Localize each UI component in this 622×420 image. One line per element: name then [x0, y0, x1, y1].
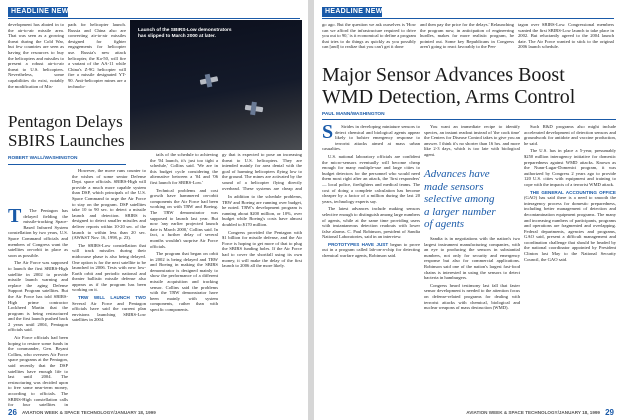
- section-label: HEADLINE NEWS: [325, 8, 388, 15]
- paragraph: The Pentagon has delayed fielding the missile-tracking Space-Based Infrared System constellation by two years, U.S. Space Command officials and members of Congress want the satellites on-orbit in place as soon as possible.: [8, 208, 68, 258]
- page-number: 26: [8, 408, 17, 417]
- article-column-4: [222, 194, 302, 408]
- satellite-photo: [130, 20, 302, 150]
- article-headline: Major Sensor Advances Boost WMD Detection, Arms Control: [322, 64, 576, 108]
- subhead: TRW WILL LAUNCH TWO: [78, 295, 146, 301]
- article-column-2: [72, 168, 146, 408]
- article-column-3: [524, 124, 616, 408]
- paragraph: tails of the schedule to achieving the '04 launch, it's just too tight a schedule,' Collins said. 'We are in this budget cycle considering the alternative between a '04 and '06 first launch for SBIRS-Low.': [150, 152, 218, 185]
- article-byline: PAUL MANN/WASHINGTON: [322, 112, 385, 117]
- paragraph: Such R&D programs also might include accelerated development of detection sensors and groundwork for antidote and vaccine production, he said.: [524, 124, 616, 146]
- satellite-image-1: [200, 76, 219, 85]
- drop-cap: T: [8, 208, 22, 227]
- paragraph: The Air Force was supposed to launch the first SBIRS-High satellite in 2002 to provide missile launch warning and replace the aging Defense Support Program satellites. But the Air Force has told SBIRS-High prime contractor Lockheed Martin that the program is being restructured and the first launch pushed back 2 years until 2004, Pentagon officials said.: [8, 260, 68, 333]
- paragraph: PROTOTYPES HAVE JUST begun to prove out in a program called lab-on-a-chip for detecting chemical warfare agents, Robinson said.: [322, 241, 420, 259]
- paragraph: However, the move runs counter to the wishes of some senior Defense Dept. space officials. SBIRS-High will provide a much more capable system than DSP, which principals of the U.S. Space Command to urge the Air Force to stay on the program. DSP satellites take 10 to 90 sec. to detect a missile launch and detection. SBIRS is designed to detect smaller missiles and deliver reports within 10-20 sec. of the launch to within less than 20 sec. (AW&ST Nov. 16, 1998, p. 23).: [72, 168, 146, 241]
- article-column-1: [322, 124, 420, 408]
- paragraph: The program that began on orbit in 2002 is being delayed and TRW and Boeing in making the SBIRS demonstrator is designed mainly to show the performance of a different missile acquisition and tracking sensor. Collins said the problems with the TRW demonstrator have been mainly with system components, rather than with specific components.: [150, 251, 218, 313]
- top-text-col-a: go ago. But the question we ask ourselves is 'How can we afford the infrastructure required to drive you out to 90,' is it economical to define a program that tries to do things as quickly as you possibly can [and] to realize that you can't get it done: [322, 22, 416, 50]
- right-page: [314, 0, 622, 420]
- article-column-2-top: [424, 124, 520, 164]
- article-headline: Pentagon Delays SBIRS Launches: [8, 112, 125, 150]
- paragraph: Sandia is in negotiations with the nation's two largest instrument manufacturing companies, with an eye to producing the sensors in substantial numbers, not only for security and emergency response but also for commercial applications. Robinson said one of the nation's largest fast-food chains is interested in using the sensors to detect bacteria in hamburgers.: [424, 236, 520, 281]
- paragraph: Technical problems and cost growth have hammered on-orbit components the Air Force had been working on with TRW and Boeing. The TRW demonstrator was supposed to launch last year. But now 'any earlier projected launch date is March 2000,' Collins said. In fact, a further delay of several months wouldn't surprise Air Force officials.: [150, 187, 218, 249]
- header-rule: [8, 18, 300, 19]
- page-footer: AVIATION WEEK & SPACE TECHNOLOGY/JANUARY 18, 1999: [466, 410, 600, 415]
- header-rule: [322, 18, 614, 19]
- page-footer: AVIATION WEEK & SPACE TECHNOLOGY/JANUARY 18, 1999: [22, 410, 156, 415]
- drop-cap: S: [322, 124, 334, 143]
- paragraph: Strides in developing miniature sensors to detect chemical and biological agents appear likely to bolster emergency response to terrorist attacks aimed at mass urban casualties.: [322, 124, 420, 152]
- article-column-2: [424, 236, 520, 408]
- paragraph: Congress heard testimony last fall that faster sensor development is needed to the attention focus on defense-related programs for dealing with terrorist attacks with chemical, biological and nuclear weapons of mass destruction (WMD).: [424, 282, 520, 311]
- article-column-3: [150, 152, 218, 408]
- paragraph: Air Force officials had been hoping to restore some funds in the commander, Gen. Bryant Collins, who oversees Air Force space programs at the Pentagon, said recently that the DSP satellites have enough life to last until 2004. The restructuring was decided upon to free some near-term money, according to officials. The SBIRS-High constellation calls for four satellites in: [8, 335, 68, 408]
- satellite-image-2: [245, 105, 264, 112]
- subhead: THE GENERAL ACCOUNTING OFFICE: [530, 189, 616, 195]
- left-page: [0, 0, 308, 420]
- page-number: 29: [605, 408, 614, 417]
- paragraph: You want an immediate recipe to identify species, an instant readout instead of 'the cook time' the Centers for Disease Control takes to give you an answer. I think it's no shorter than 16 hrs. and more like 2-3 days, which is too late with biological agent.: [424, 124, 520, 157]
- pull-quote: Advances have made sensors selective among a larger number of agents: [424, 168, 496, 230]
- top-text-col-b: and then pay the price for the delays.' Relaunching the program now, in anticipation of engineering hurdles, makes far more realistic program, he pointed out. Some key Republicans in Congress aren't going to react favorably to the Pen-: [420, 22, 514, 50]
- subhead: PROTOTYPES HAVE JUST: [328, 241, 389, 247]
- paragraph: THE GENERAL ACCOUNTING OFFICE (GAO) has said there is a need to smooth the interagency process for domestic preparedness, including better management of detection and decontamination equipment programs. The many and increasing numbers of participants, programs and operations are fragmented and overlapping. Federal departments, agencies and programs, GAO said, present a difficult management and coordination challenge that should be headed by the national coordinator appointed by President Clinton last May to the National Security Council, the GAO said.: [524, 189, 616, 262]
- paragraph: U.S. national laboratory officials are confident the micro-sensors eventually will become cheap enough for many multiple-use and large cities to budget detectors for the personnel who would need them most right after an attack, the 'first responders' — local police, firefighters and medical teams. The cost of doing a complete calculation has become cheaper by a factor of a million during the last 20 years, technology experts say.: [322, 153, 420, 204]
- paragraph: The SBIRS-Low constellation that will track missiles during their midcourse phase is also being delayed. One option is for the next satellite to be launched in 2006. Tests with new low-Earth orbit and periodic national and theater ballistic missile defense also appears as if the program has been working on it.: [72, 242, 146, 293]
- article-byline: ROBERT WALL/WASHINGTON: [8, 156, 78, 161]
- paragraph: The latest advances include making sensors selective enough to distinguish among large numbers of agents, while at the same time providing users with instantaneous detection readouts with lower false alarms. C. Paul Robinson, president of Sandia National Laboratories, said in an interview.: [322, 206, 420, 240]
- top-text-col-c: tagon over SBIRS-Low. Congressional members wanted the first SBIRS-Low launch to take place in 2002. But reluctantly agreed to the 2004 launch date. The Air Force wanted to stick to the original 2006 launch schedule.: [518, 22, 614, 50]
- paragraph: In addition to the schedule problems, TRW and Boeing are running over budget, he noted. TRW's development program is running about $200 million, or 10%, over budget while Boeing's costs have almost doubled to $170 million.: [222, 194, 302, 227]
- top-text-col-a: development has abated in to the air-to-air missile area. That was seen as a growing threat during the Cold War, but few countries are seen as having the resources to buy the helicopters and missiles to present a robust air-to-air threat to U.S. helicopters. Nevertheless, some capabilities do exist, notably the modification of Mis-: [8, 22, 64, 89]
- byline-rule: [322, 119, 616, 120]
- paragraph: The U.S. has in place a 5-year, presumably $250 million interagency initiative for domestic preparedness against WMD attacks. Known as the Nunn-Lugar-Domenici program, it was authorized by Congress 2 years ago to provide 120 U.S. cities with equipment and training to cope with the impacts of a terrorist WMD attack.: [524, 148, 616, 187]
- paragraph: Congress provided the Pentagon with $1 billion for missile defense, and the Air Force is hoping to get more of that to plug the SBIRS funding holes. If the Air Force had to cover the shortfall using its own money, it will make the delay of the first launch to 2006 all the more likely.: [222, 229, 302, 269]
- article-column-1: [8, 208, 68, 408]
- paragraph: TRW WILL LAUNCH TWO Several Air Force and Pentagon officials have said the current plan envisions launching SBIRS-Low satellites in 2004.: [72, 295, 146, 323]
- photo-caption: Launch of the SBIRS-Low demonstrators has slipped to March 2000 at later.: [138, 28, 232, 39]
- top-text-col-c: gy that is expected to pose an increasing threat to U.S. helicopters. They are intended mainly for area denial with the goal of harming helicopters flying low to the ground. The mines are activated by the sound of a helicopter flying directly overhead. These systems are cheap and: [222, 152, 302, 191]
- section-label: HEADLINE NEWS: [11, 8, 74, 15]
- byline-rule: [8, 164, 126, 165]
- top-text-col-b: pads for helicopter launch. Russia and China also are converting air-to-air missiles designed for fighter engagements for helicopter use. Russia's new attack helicopter, the Ka-50, will fire a variant of the AA-11 while China's Z-9G helicopter will fire a missile designated YT-90. Anti-helicopter mines are a technolo-: [68, 22, 126, 89]
